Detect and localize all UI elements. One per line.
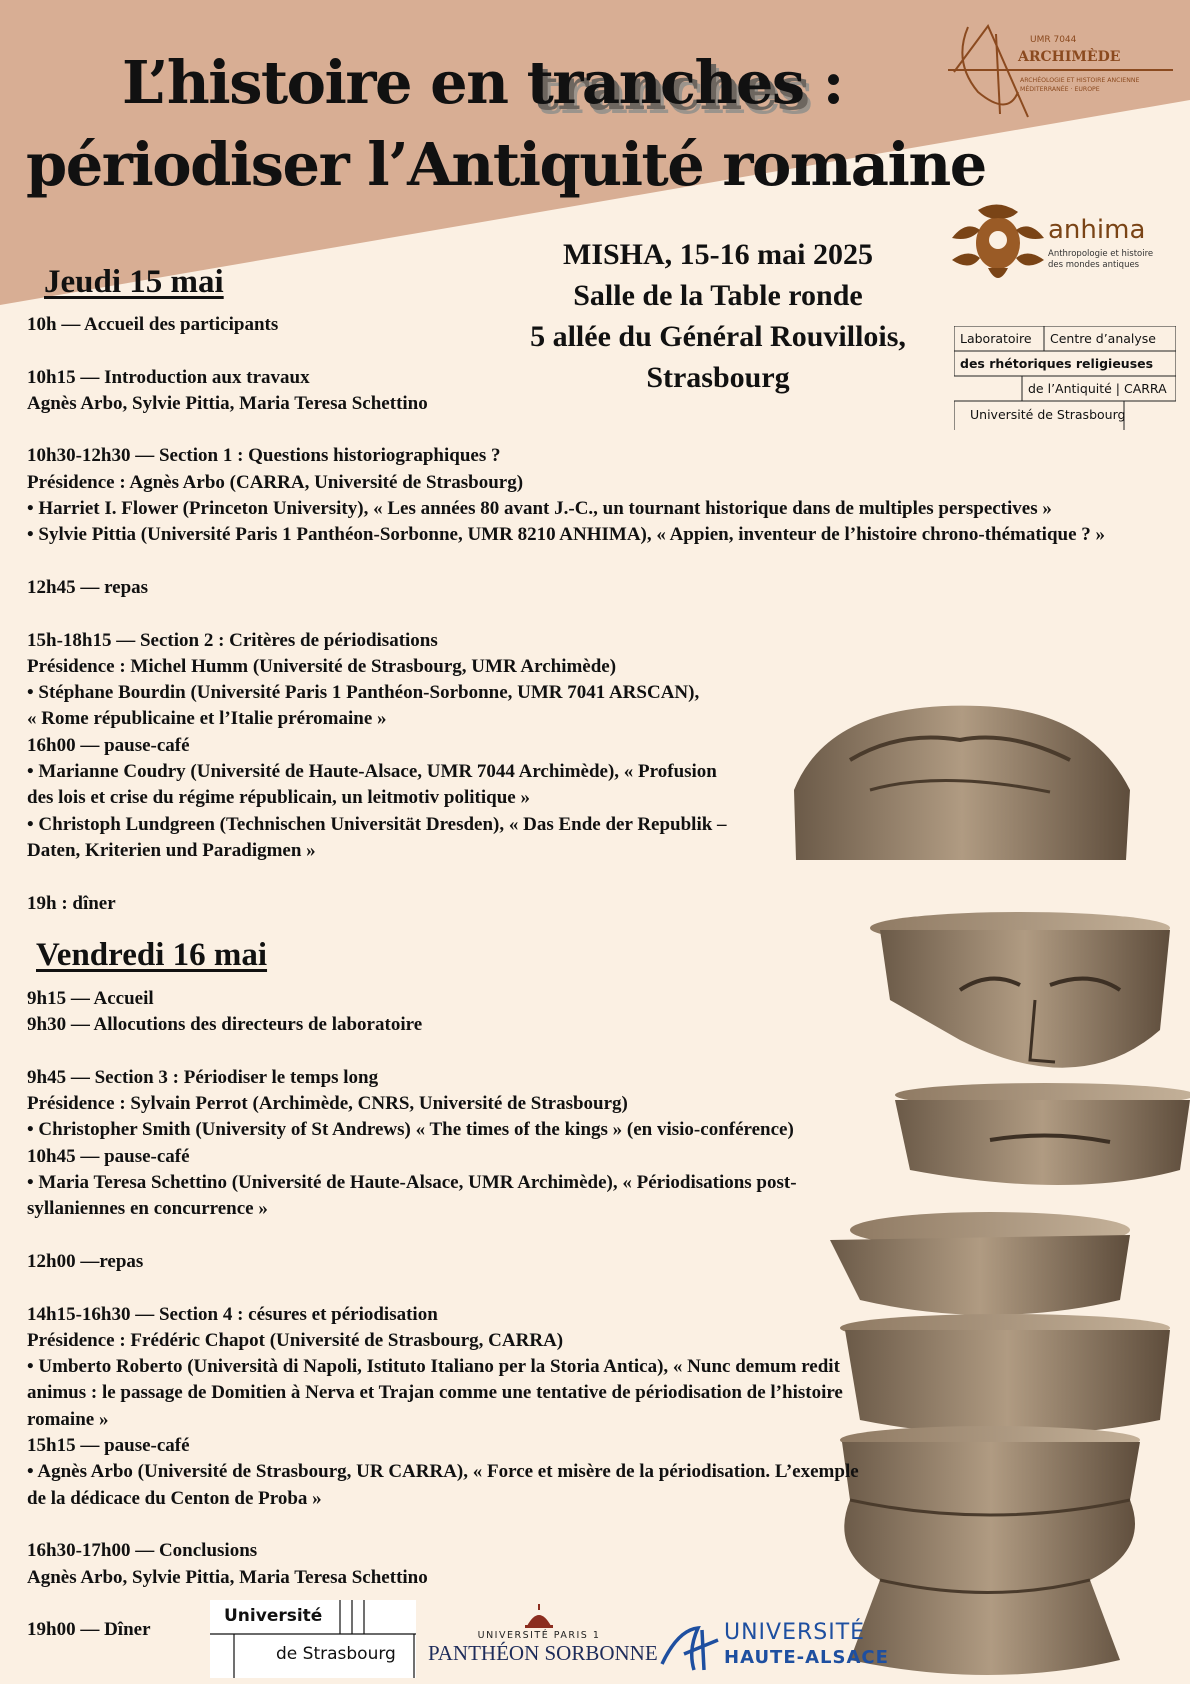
carra-cell-3: des rhétoriques religieuses <box>960 356 1154 371</box>
venue-line-4: Strasbourg <box>646 361 790 394</box>
program-line: 10h30-12h30 — Section 1 : Questions historiographiques ? <box>27 445 501 467</box>
svg-text:Anthropologie et histoire: Anthropologie et histoire <box>1048 249 1154 259</box>
pantheon-dome-icon <box>519 1604 559 1628</box>
program-line: syllaniennes en concurrence » <box>27 1198 268 1220</box>
svg-text:UMR 7044: UMR 7044 <box>1030 35 1077 45</box>
day-2-heading: Vendredi 16 mai <box>36 937 268 973</box>
venue-line-2: Salle de la Table ronde <box>573 279 863 312</box>
unistra-logo-line-1: Université <box>224 1606 323 1626</box>
svg-text:ARCHÉOLOGIE ET HISTOIRE ANCIEN: ARCHÉOLOGIE ET HISTOIRE ANCIENNE <box>1020 77 1140 84</box>
title-part-c: : <box>803 48 843 117</box>
carra-cell-2: Centre d’analyse <box>1050 331 1156 346</box>
svg-text:ARCHIMÈDE: ARCHIMÈDE <box>1018 49 1121 65</box>
program-line: • Christopher Smith (University of St Andrews) « The times of the kings » (en visio-conférence) <box>27 1119 794 1141</box>
anhima-winged-figure-icon <box>952 204 1044 278</box>
unistra-logo-line-2: de Strasbourg <box>276 1644 396 1664</box>
program-line: 16h00 — pause-café <box>27 734 190 756</box>
program-line: romaine » <box>27 1408 109 1430</box>
day-1-program <box>27 312 1177 917</box>
svg-text:des mondes antiques: des mondes antiques <box>1048 260 1140 270</box>
day-2-program <box>27 986 907 1643</box>
program-line: • Umberto Roberto (Università di Napoli, Istituto Italiano per la Storia Antica), « Nunc demum redit <box>27 1356 840 1378</box>
poster-title <box>26 42 986 206</box>
program-line: de la dédicace du Centon de Proba » <box>27 1487 322 1509</box>
program-line: 10h — Accueil des participants <box>27 314 279 335</box>
pantheon-sorbonne-logo <box>428 1604 658 1676</box>
program-line: des lois et crise du régime républicain, un leitmotiv politique » <box>27 787 530 809</box>
program-line: 16h30-17h00 — Conclusions <box>27 1540 258 1562</box>
carra-cell-1: Laboratoire <box>960 331 1032 346</box>
program-line: • Agnès Arbo (Université de Strasbourg, UR CARRA), « Force et misère de la périodisation. L’exemple <box>27 1461 859 1483</box>
program-line: Présidence : Frédéric Chapot (Université de Strasbourg, CARRA) <box>27 1329 564 1351</box>
day-1-heading: Jeudi 15 mai <box>44 264 224 300</box>
program-line: 10h45 — pause-café <box>27 1145 190 1167</box>
program-line: • Stéphane Bourdin (Université Paris 1 Panthéon-Sorbonne, UMR 7041 ARSCAN), <box>27 682 700 704</box>
title-line-2: périodiser l’Antiquité romaine <box>26 130 986 199</box>
program-line: 9h15 — Accueil <box>27 988 154 1009</box>
svg-text:anhima: anhima <box>1048 215 1146 245</box>
program-line: 19h00 — Dîner <box>27 1619 151 1641</box>
uha-emblem-icon <box>658 1620 722 1676</box>
program-line: Présidence : Agnès Arbo (CARRA, Université de Strasbourg) <box>27 471 524 493</box>
unistra-logo <box>210 1600 416 1678</box>
program-line: 12h00 —repas <box>27 1250 144 1272</box>
uha-logo <box>658 1620 898 1676</box>
uha-logo-line-2: HAUTE-ALSACE <box>724 1647 889 1668</box>
program-line: 12h45 — repas <box>27 576 149 598</box>
program-line: 10h15 — Introduction aux travaux <box>27 366 310 388</box>
program-line: Agnès Arbo, Sylvie Pittia, Maria Teresa Schettino <box>27 1566 428 1588</box>
program-line: animus : le passage de Domitien à Nerva et Trajan comme une tentative de périodisation de l’histoire <box>27 1382 843 1404</box>
venue-line-3: 5 allée du Général Rouvillois, <box>530 320 906 353</box>
program-line: • Christoph Lundgreen (Technischen Universität Dresden), « Das Ende der Republik – <box>27 813 727 835</box>
title-part-a: L’histoire en <box>122 48 527 117</box>
program-line: 9h45 — Section 3 : Périodiser le temps long <box>27 1066 379 1088</box>
sorbonne-logo-line-1: UNIVERSITÉ PARIS 1 <box>477 1630 601 1641</box>
title-tranches: tranches <box>526 48 804 117</box>
program-line: • Harriet I. Flower (Princeton University), « Les années 80 avant J.-C., un tournant historique dans de multiples perspectives » <box>27 498 1052 520</box>
sorbonne-logo-line-2: PANTHÉON SORBONNE <box>428 1641 658 1665</box>
program-line: 19h : dîner <box>27 892 116 914</box>
program-line: • Sylvie Pittia (Université Paris 1 Panthéon-Sorbonne, UMR 8210 ANHIMA), « Appien, inventeur de l’histoire chrono-thématique ? » <box>27 524 1106 546</box>
carra-cell-5: Université de Strasbourg <box>970 407 1126 422</box>
carra-cell-4: de l’Antiquité | CARRA <box>1028 381 1167 396</box>
svg-text:MÉDITERRANÉE · EUROPE: MÉDITERRANÉE · EUROPE <box>1020 86 1100 93</box>
program-line: • Marianne Coudry (Université de Haute-Alsace, UMR 7044 Archimède), « Profusion <box>27 761 717 783</box>
program-line: Présidence : Sylvain Perrot (Archimède, CNRS, Université de Strasbourg) <box>27 1093 628 1115</box>
program-line: 9h30 — Allocutions des directeurs de laboratoire <box>27 1014 423 1036</box>
archimede-logo <box>948 22 1178 122</box>
program-line: 15h-18h15 — Section 2 : Critères de périodisations <box>27 629 438 651</box>
program-line: Présidence : Michel Humm (Université de Strasbourg, UMR Archimède) <box>27 655 617 677</box>
program-line: Daten, Kriterien und Paradigmen » <box>27 839 316 861</box>
venue-line-1: MISHA, 15-16 mai 2025 <box>563 238 873 271</box>
program-line: « Rome républicaine et l’Italie préromaine » <box>27 708 387 730</box>
program-line: 15h15 — pause-café <box>27 1435 190 1457</box>
program-line: • Maria Teresa Schettino (Université de Haute-Alsace, UMR Archimède), « Périodisations post- <box>27 1172 797 1194</box>
program-line: 14h15-16h30 — Section 4 : césures et périodisation <box>27 1303 438 1325</box>
anhima-logo <box>948 198 1178 288</box>
program-line: Agnès Arbo, Sylvie Pittia, Maria Teresa Schettino <box>27 392 428 414</box>
uha-logo-line-1: UNIVERSITÉ <box>724 1620 866 1645</box>
